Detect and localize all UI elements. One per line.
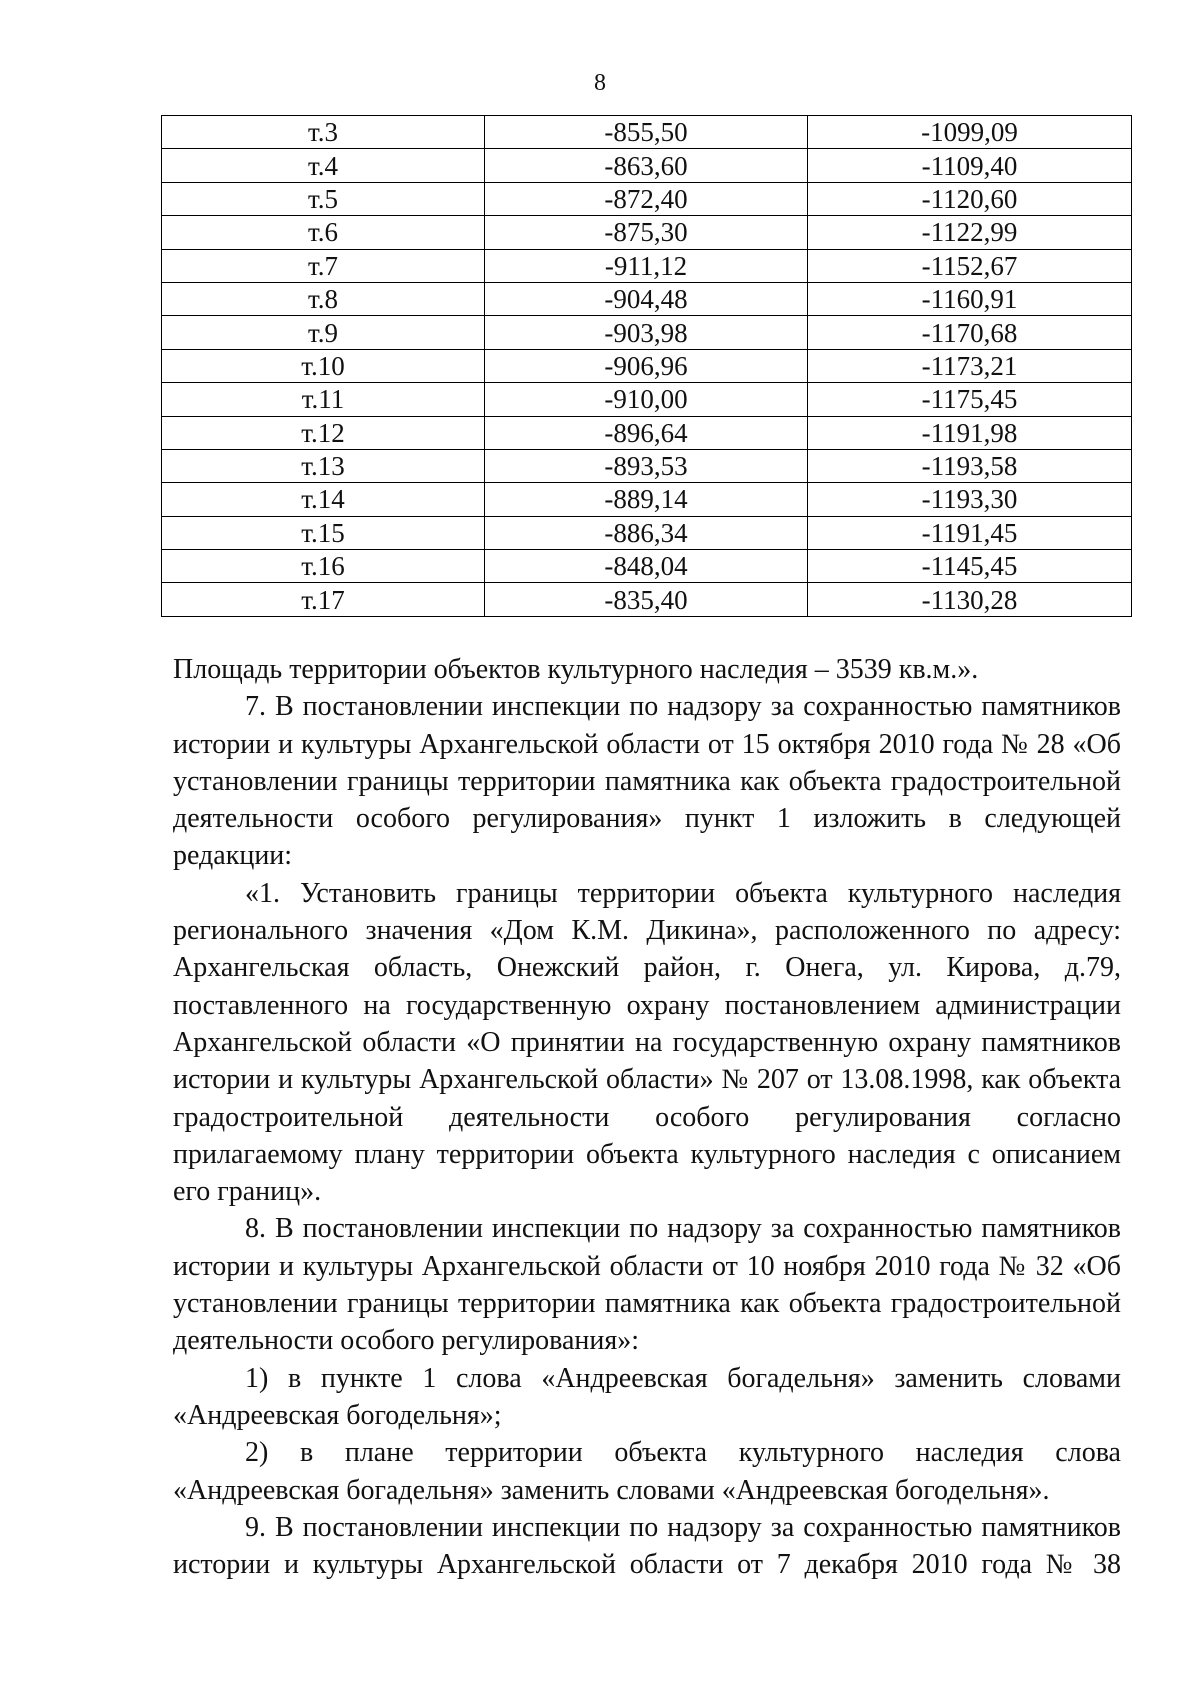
x-coordinate-cell: -906,96 (485, 349, 808, 382)
table-row (162, 282, 1132, 315)
y-coordinate-cell: -1193,58 (808, 449, 1132, 482)
table-row (162, 349, 1132, 382)
point-label-cell: т.5 (162, 182, 485, 215)
coordinates-table (161, 115, 1132, 617)
table-row (162, 182, 1132, 215)
y-coordinate-cell: -1099,09 (808, 116, 1132, 149)
paragraph: 7. В постановлении инспекции по надзору за сохранностью памятников истории и культуры Архангельской области от 15 октября 2010 года № 28 «Об установлении границы территории памятника как объекта градостроительной деятельности особого регулирования» пункт 1 изложить в следующей редакции: (173, 691, 1121, 872)
x-coordinate-cell: -903,98 (485, 316, 808, 349)
point-label-cell: т.12 (162, 416, 485, 449)
y-coordinate-cell: -1130,28 (808, 583, 1132, 616)
y-coordinate-cell: -1145,45 (808, 550, 1132, 583)
point-label-cell: т.6 (162, 216, 485, 249)
page-number: 8 (594, 70, 606, 96)
point-label-cell: т.13 (162, 449, 485, 482)
table-row (162, 416, 1132, 449)
x-coordinate-cell: -875,30 (485, 216, 808, 249)
paragraph: Площадь территории объектов культурного наследия – 3539 кв.м.». (173, 654, 979, 685)
y-coordinate-cell: -1109,40 (808, 149, 1132, 182)
point-label-cell: т.11 (162, 383, 485, 416)
x-coordinate-cell: -848,04 (485, 550, 808, 583)
table-row (162, 149, 1132, 182)
point-label-cell: т.3 (162, 116, 485, 149)
x-coordinate-cell: -886,34 (485, 516, 808, 549)
table-row (162, 449, 1132, 482)
document-body (173, 651, 1121, 1583)
paragraph: 2) в плане территории объекта культурного наследия слова «Андреевская богадельня» заменить словами «Андреевская богодельня». (173, 1437, 1121, 1506)
table-row (162, 583, 1132, 616)
paragraph: 1) в пункте 1 слова «Андреевская богадельня» заменить словами «Андреевская богодельня»; (173, 1362, 1121, 1431)
x-coordinate-cell: -893,53 (485, 449, 808, 482)
y-coordinate-cell: -1175,45 (808, 383, 1132, 416)
x-coordinate-cell: -835,40 (485, 583, 808, 616)
x-coordinate-cell: -855,50 (485, 116, 808, 149)
y-coordinate-cell: -1120,60 (808, 182, 1132, 215)
y-coordinate-cell: -1191,45 (808, 516, 1132, 549)
x-coordinate-cell: -889,14 (485, 483, 808, 516)
point-label-cell: т.4 (162, 149, 485, 182)
x-coordinate-cell: -863,60 (485, 149, 808, 182)
table-row (162, 550, 1132, 583)
point-label-cell: т.9 (162, 316, 485, 349)
y-coordinate-cell: -1170,68 (808, 316, 1132, 349)
y-coordinate-cell: -1191,98 (808, 416, 1132, 449)
table-row (162, 116, 1132, 149)
table-row (162, 483, 1132, 516)
table-row (162, 383, 1132, 416)
table-row (162, 516, 1132, 549)
point-label-cell: т.16 (162, 550, 485, 583)
table-row (162, 316, 1132, 349)
table-row (162, 216, 1132, 249)
x-coordinate-cell: -896,64 (485, 416, 808, 449)
x-coordinate-cell: -910,00 (485, 383, 808, 416)
x-coordinate-cell: -904,48 (485, 282, 808, 315)
x-coordinate-cell: -911,12 (485, 249, 808, 282)
coordinates-table-body (162, 116, 1132, 617)
paragraph: «1. Установить границы территории объекта культурного наследия регионального значения «Дом К.М. Дикина», расположенного по адресу: Архангельская область, Онежский район, г. Онега, ул. Кирова, д.79, поставленного на государственную охрану постановлением администрации Архангельской области «О принятии на государственную охрану памятников истории и культуры Архангельской области» № 207 от 13.08.1998, как объекта градостроительной деятельности особого регулирования согласно прилагаемому плану территории объекта культурного наследия с описанием его границ». (173, 877, 1121, 1208)
point-label-cell: т.17 (162, 583, 485, 616)
y-coordinate-cell: -1173,21 (808, 349, 1132, 382)
y-coordinate-cell: -1160,91 (808, 282, 1132, 315)
paragraph: 8. В постановлении инспекции по надзору за сохранностью памятников истории и культуры Архангельской области от 10 ноября 2010 года № 32 «Об установлении границы территории памятника как объекта градостроительной деятельности особого регулирования»: (173, 1213, 1121, 1357)
point-label-cell: т.14 (162, 483, 485, 516)
point-label-cell: т.8 (162, 282, 485, 315)
paragraph: 9. В постановлении инспекции по надзору за сохранностью памятников истории и культуры Архангельской области от 7 декабря 2010 года № 38 (173, 1511, 1121, 1581)
y-coordinate-cell: -1152,67 (808, 249, 1132, 282)
x-coordinate-cell: -872,40 (485, 182, 808, 215)
y-coordinate-cell: -1193,30 (808, 483, 1132, 516)
point-label-cell: т.7 (162, 249, 485, 282)
table-row (162, 249, 1132, 282)
point-label-cell: т.15 (162, 516, 485, 549)
y-coordinate-cell: -1122,99 (808, 216, 1132, 249)
point-label-cell: т.10 (162, 349, 485, 382)
